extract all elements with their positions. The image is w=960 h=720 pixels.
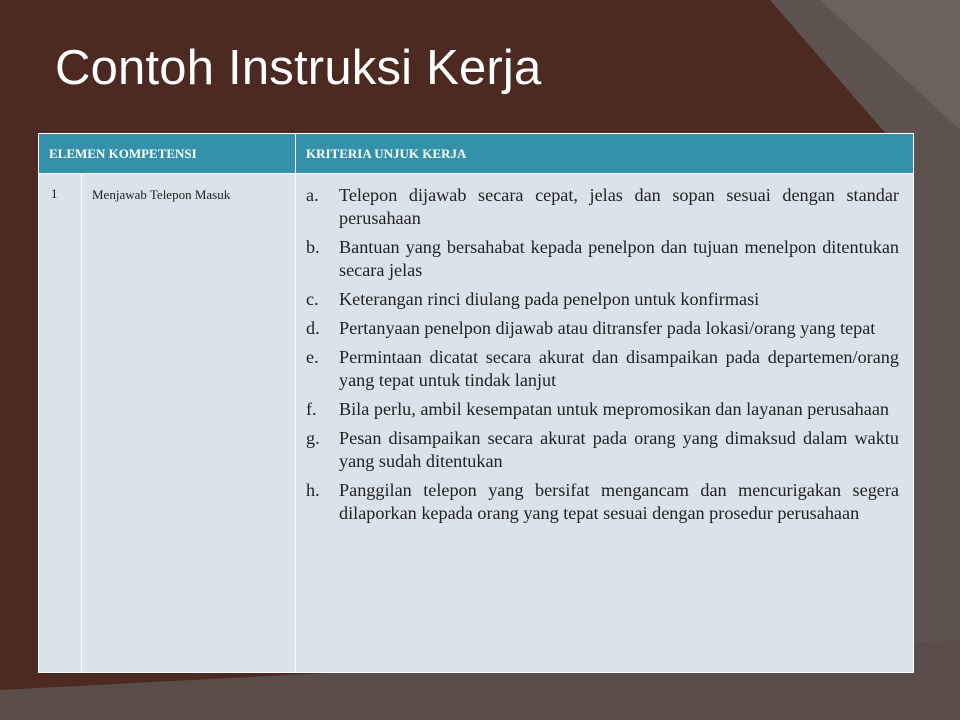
criteria-text: Permintaan dicatat secara akurat dan disampaikan pada departemen/orang yang tepat untuk tindak lanjut [339, 347, 899, 390]
header-kriteria-unjuk-kerja: KRITERIA UNJUK KERJA [296, 134, 914, 174]
criteria-item [306, 427, 899, 473]
criteria-cell [296, 174, 914, 673]
criteria-text: Panggilan telepon yang bersifat mengancam dan mencurigakan segera dilaporkan kepada orang yang tepat sesuai dengan prosedur perusahaan [339, 480, 899, 523]
criteria-item [306, 479, 899, 525]
criteria-item [306, 236, 899, 282]
competency-table [38, 133, 914, 673]
criteria-text: Bantuan yang bersahabat kepada penelpon dan tujuan menelpon ditentukan secara jelas [339, 237, 899, 280]
criteria-marker: d. [306, 318, 320, 338]
criteria-list [306, 184, 899, 525]
criteria-item [306, 346, 899, 392]
criteria-marker: a. [306, 185, 319, 205]
criteria-text: Telepon dijawab secara cepat, jelas dan sopan sesuai dengan standar perusahaan [339, 185, 899, 228]
element-name: Menjawab Telepon Masuk [82, 174, 296, 673]
criteria-text: Pesan disampaikan secara akurat pada orang yang dimaksud dalam waktu yang sudah ditentukan [339, 428, 899, 471]
criteria-marker: g. [306, 428, 320, 448]
criteria-text: Bila perlu, ambil kesempatan untuk mepromosikan dan layanan perusahaan [339, 399, 890, 419]
criteria-marker: c. [306, 289, 319, 309]
criteria-text: Pertanyaan penelpon dijawab atau ditransfer pada lokasi/orang yang tepat [339, 318, 876, 338]
criteria-item [306, 317, 899, 340]
header-elemen-kompetensi: ELEMEN KOMPETENSI [39, 134, 296, 174]
table-header-row [39, 134, 914, 174]
criteria-marker: h. [306, 480, 320, 500]
criteria-item [306, 288, 899, 311]
criteria-item [306, 184, 899, 230]
criteria-marker: f. [306, 399, 317, 419]
criteria-item [306, 398, 899, 421]
criteria-marker: b. [306, 237, 320, 257]
slide-title: Contoh Instruksi Kerja [55, 41, 542, 95]
row-number: 1 [39, 174, 82, 673]
criteria-marker: e. [306, 347, 319, 367]
table-row [39, 174, 914, 673]
criteria-text: Keterangan rinci diulang pada penelpon untuk konfirmasi [339, 289, 760, 309]
